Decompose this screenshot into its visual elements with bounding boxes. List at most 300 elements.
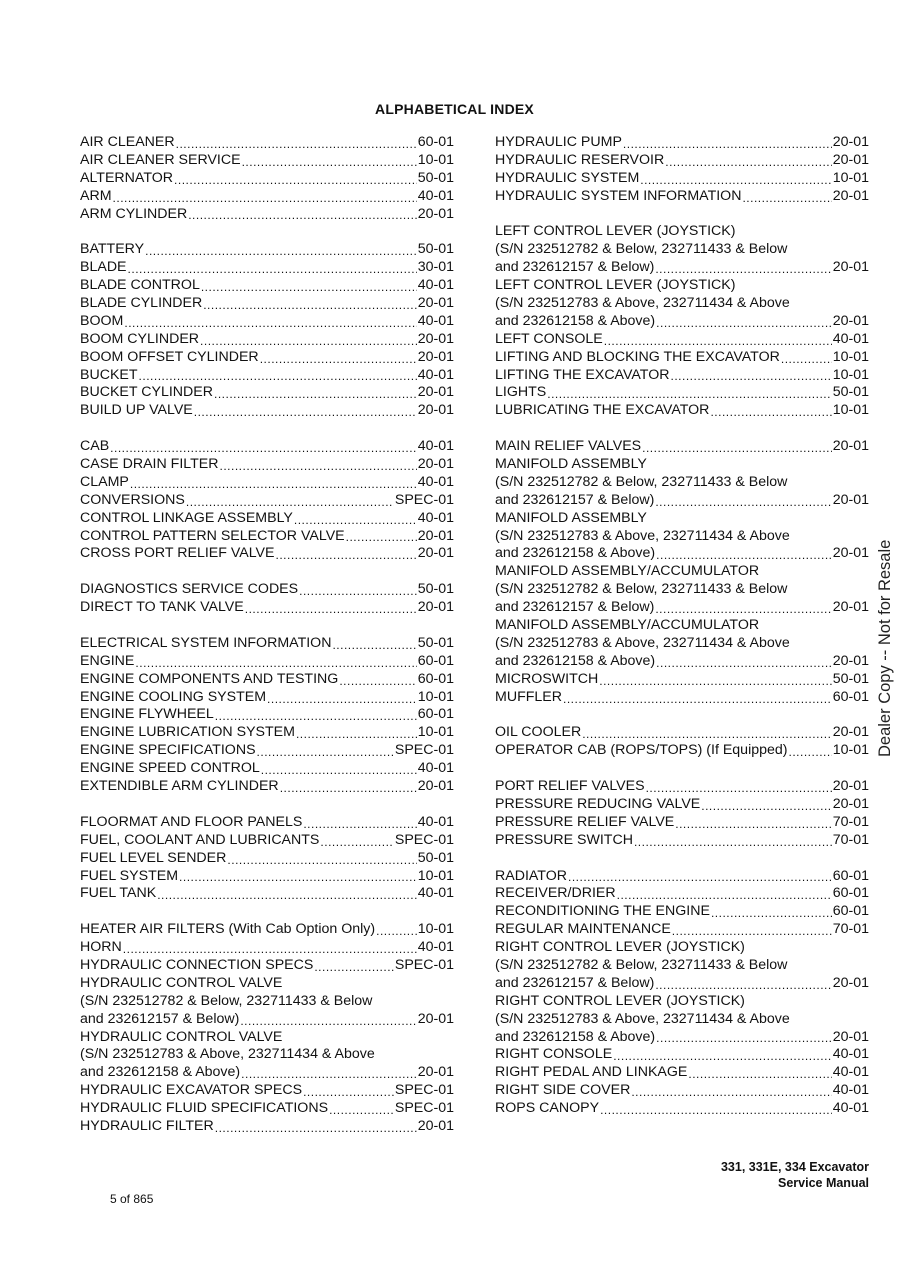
index-entry-page: 60-01 [832, 885, 869, 902]
index-entry-text: MANIFOLD ASSEMBLY [495, 456, 647, 473]
index-entry-text: (S/N 232512783 & Above, 232711434 & Above [495, 295, 790, 312]
dot-leader [701, 799, 831, 814]
index-entry-page: 10-01 [417, 724, 454, 741]
index-entry[interactable] [80, 814, 454, 832]
index-entry-title: FUEL SYSTEM [80, 867, 179, 884]
index-entry-title: BOOM OFFSET CYLINDER [80, 348, 259, 365]
index-entry-page: 20-01 [832, 151, 869, 168]
watermark: Dealer Copy -- Not for Resale [876, 539, 894, 757]
index-entry[interactable] [495, 796, 869, 814]
index-entry-page: 20-01 [832, 133, 869, 150]
index-entry-page: 20-01 [417, 384, 454, 401]
index-entry[interactable] [80, 581, 454, 599]
dot-leader [130, 477, 417, 492]
dot-leader [215, 1121, 417, 1136]
index-entry-page: 70-01 [832, 831, 869, 848]
index-entry[interactable] [80, 850, 454, 868]
index-entry-page: SPEC-01 [394, 956, 454, 973]
dot-leader [194, 405, 417, 420]
index-entry-page: 20-01 [832, 1028, 869, 1045]
index-entry-title: FUEL TANK [80, 885, 157, 902]
index-entry[interactable] [495, 814, 869, 832]
index-entry-page: 50-01 [417, 634, 454, 651]
index-entry[interactable] [495, 313, 869, 331]
dot-leader [296, 727, 417, 742]
index-entry-title: HYDRAULIC FLUID SPECIFICATIONS [80, 1100, 329, 1117]
index-entry[interactable] [495, 1029, 869, 1047]
section-spacer [80, 223, 454, 241]
dot-leader [789, 745, 832, 760]
dot-leader [346, 530, 417, 545]
dot-leader [203, 298, 416, 313]
index-entry[interactable] [80, 671, 454, 689]
index-entry[interactable] [80, 778, 454, 796]
index-entry-page: 60-01 [832, 688, 869, 705]
dot-leader [200, 334, 417, 349]
dot-leader [670, 369, 831, 384]
index-entry-text: LEFT CONTROL LEVER (JOYSTICK) [495, 277, 736, 294]
index-entry[interactable] [495, 742, 869, 760]
index-entry[interactable] [80, 474, 454, 492]
index-entry-title: PORT RELIEF VALVES [495, 778, 645, 795]
index-entry-page: 20-01 [832, 491, 869, 508]
index-entry-page: 20-01 [417, 1064, 454, 1081]
dot-leader [267, 692, 417, 707]
index-entry[interactable] [80, 868, 454, 886]
index-entry-page: 20-01 [832, 795, 869, 812]
index-entry[interactable] [495, 367, 869, 385]
dot-leader [604, 334, 832, 349]
index-entry-page: 10-01 [832, 169, 869, 186]
index-entry-title: HYDRAULIC EXCAVATOR SPECS [80, 1082, 303, 1099]
index-entry[interactable] [495, 778, 869, 796]
index-entry[interactable] [495, 492, 869, 510]
index-entry-page: 40-01 [417, 813, 454, 830]
index-entry-page: 70-01 [832, 921, 869, 938]
index-entry[interactable] [495, 868, 869, 886]
index-entry-title: OIL COOLER [495, 724, 582, 741]
index-entry-text: (S/N 232512782 & Below, 232711433 & Below [495, 241, 788, 258]
index-entry[interactable] [80, 545, 454, 563]
index-entry-title: RIGHT CONSOLE [495, 1046, 613, 1063]
index-entry-title: BLADE CONTROL [80, 277, 200, 294]
index-entry[interactable] [80, 402, 454, 420]
index-entry-text: RIGHT CONTROL LEVER (JOYSTICK) [495, 939, 745, 956]
index-entry[interactable] [495, 134, 869, 152]
index-entry-title: HYDRAULIC SYSTEM [495, 169, 640, 186]
index-entry-title: and 232612157 & Below) [80, 1010, 240, 1027]
index-entry[interactable] [80, 1118, 454, 1136]
index-entry-page: 20-01 [832, 187, 869, 204]
index-entry-page: 40-01 [832, 1046, 869, 1063]
index-entry-text: RIGHT CONTROL LEVER (JOYSTICK) [495, 992, 745, 1009]
index-entry[interactable] [80, 599, 454, 617]
index-entry-title: RECEIVER/DRIER [495, 885, 616, 902]
index-entry-title: and 232612158 & Above) [495, 312, 656, 329]
index-entry-page: 10-01 [417, 921, 454, 938]
index-entry[interactable] [80, 295, 454, 313]
section-spacer [80, 617, 454, 635]
index-entry[interactable] [80, 259, 454, 277]
index-entry[interactable] [495, 349, 869, 367]
dot-leader [214, 387, 417, 402]
index-entry-title: ENGINE SPECIFICATIONS [80, 742, 256, 759]
index-entry-page: 20-01 [417, 295, 454, 311]
index-entry[interactable] [495, 438, 869, 456]
index-entry-text: HYDRAULIC CONTROL VALVE [80, 974, 283, 991]
index-entry[interactable] [80, 313, 454, 331]
dot-leader [219, 459, 416, 474]
index-entry[interactable] [80, 921, 454, 939]
dot-leader [640, 173, 831, 188]
index-entry-title: BATTERY [80, 241, 145, 258]
index-entry-title: ENGINE COMPONENTS AND TESTING [80, 670, 339, 687]
index-entry-title: AIR CLEANER SERVICE [80, 151, 241, 168]
index-entry-title: ENGINE FLYWHEEL [80, 706, 214, 723]
index-entry-page: 20-01 [832, 724, 869, 741]
index-entry[interactable] [80, 957, 454, 975]
dot-leader [642, 441, 832, 456]
dot-leader [257, 745, 394, 760]
index-entry-title: HEATER AIR FILTERS (With Cab Option Only) [80, 921, 376, 938]
index-entry[interactable] [80, 1011, 454, 1029]
index-entry[interactable] [495, 599, 869, 617]
index-entry-page: 50-01 [417, 169, 454, 186]
section-spacer [495, 420, 869, 438]
index-column-right [495, 134, 869, 1118]
index-entry-page: 40-01 [417, 312, 454, 329]
dot-leader [656, 316, 832, 331]
index-entry-page: 50-01 [417, 241, 454, 258]
dot-leader [227, 853, 416, 868]
index-entry-title: BUCKET CYLINDER [80, 384, 213, 401]
index-entry-page: 40-01 [417, 366, 454, 383]
index-entry-title: LIGHTS [495, 384, 547, 401]
dot-leader [781, 352, 832, 367]
index-entry-title: LIFTING THE EXCAVATOR [495, 366, 670, 383]
dot-leader [623, 137, 832, 152]
dot-leader [656, 656, 832, 671]
index-entry[interactable] [495, 259, 869, 277]
dot-leader [157, 888, 416, 903]
index-entry[interactable] [80, 331, 454, 349]
index-entry-page: 40-01 [832, 1064, 869, 1081]
index-entry-page: 20-01 [832, 259, 869, 276]
dot-leader [568, 870, 832, 885]
index-entry-page: 20-01 [832, 778, 869, 795]
dot-leader [128, 262, 417, 277]
index-entry-title: HYDRAULIC PUMP [495, 133, 622, 150]
dot-leader [376, 924, 417, 939]
dot-leader [547, 387, 831, 402]
dot-leader [656, 1031, 832, 1046]
index-entry[interactable] [80, 384, 454, 402]
section-spacer [80, 796, 454, 814]
dot-leader [201, 280, 417, 295]
dot-leader [634, 835, 832, 850]
index-entry-title: FLOORMAT AND FLOOR PANELS [80, 813, 303, 830]
footer-title [721, 1159, 869, 1191]
dot-leader [320, 835, 393, 850]
index-entry-title: MAIN RELIEF VALVES [495, 438, 642, 455]
index-entry-text: LEFT CONTROL LEVER (JOYSTICK) [495, 223, 736, 240]
section-spacer [495, 760, 869, 778]
index-entry-text: MANIFOLD ASSEMBLY/ACCUMULATOR [495, 617, 760, 634]
dot-leader [188, 208, 416, 223]
dot-leader [582, 727, 832, 742]
index-entry[interactable] [80, 939, 454, 957]
dot-leader [617, 888, 832, 903]
index-entry-page: SPEC-01 [394, 831, 454, 848]
index-entry-page: SPEC-01 [394, 742, 454, 759]
index-entry-title: ENGINE [80, 652, 135, 669]
index-entry-title: ARM CYLINDER [80, 205, 188, 222]
index-entry-page: 40-01 [417, 277, 454, 294]
index-entry-title: CONTROL LINKAGE ASSEMBLY [80, 509, 293, 526]
index-entry-title: BUCKET [80, 366, 138, 383]
dot-leader [655, 495, 831, 510]
dot-leader [135, 656, 416, 671]
index-entry-title: ROPS CANOPY [495, 1100, 600, 1117]
index-entry[interactable] [495, 152, 869, 170]
index-entry-page: 30-01 [417, 259, 454, 276]
index-entry-title: BLADE CYLINDER [80, 295, 203, 311]
index-entry[interactable] [80, 367, 454, 385]
index-entry[interactable] [80, 188, 454, 206]
index-entry[interactable] [80, 1100, 454, 1118]
index-entry-page: 20-01 [417, 205, 454, 222]
dot-leader [655, 978, 831, 993]
index-entry-title: BLADE [80, 259, 127, 276]
dot-leader [241, 1067, 417, 1082]
index-entry-title: FUEL LEVEL SENDER [80, 849, 227, 866]
index-entry-title: and 232612157 & Below) [495, 599, 655, 616]
index-entry-title: BUILD UP VALVE [80, 402, 193, 419]
dot-leader [139, 369, 417, 384]
index-entry-title: HORN [80, 939, 122, 956]
section-spacer [495, 850, 869, 868]
dot-leader [124, 316, 416, 331]
index-entry[interactable] [80, 885, 454, 903]
dot-leader [280, 781, 417, 796]
index-entry-text: (S/N 232512783 & Above, 232711434 & Above [495, 1010, 790, 1027]
section-spacer [80, 903, 454, 921]
dot-leader [110, 441, 417, 456]
index-entry-title: and 232612158 & Above) [495, 1028, 656, 1045]
index-entry-title: CAB [80, 438, 110, 455]
index-entry[interactable] [495, 689, 869, 707]
index-entry[interactable] [495, 975, 869, 993]
index-entry-title: RIGHT PEDAL AND LINKAGE [495, 1064, 688, 1081]
index-entry-page: 60-01 [832, 903, 869, 920]
index-entry-title: HYDRAULIC SYSTEM INFORMATION [495, 187, 742, 204]
index-entry-text: (S/N 232512783 & Above, 232711434 & Above [80, 1046, 375, 1063]
index-entry[interactable] [80, 707, 454, 725]
index-entry[interactable] [80, 152, 454, 170]
section-spacer [80, 563, 454, 581]
index-entry[interactable] [80, 1064, 454, 1082]
dot-leader [329, 1103, 394, 1118]
index-entry-page: 20-01 [417, 456, 454, 473]
index-entry-page: 50-01 [832, 670, 869, 687]
index-entry-title: PRESSURE RELIEF VALVE [495, 813, 675, 830]
dot-leader [303, 1085, 394, 1100]
index-entry[interactable] [495, 671, 869, 689]
dot-leader [688, 1067, 831, 1082]
index-entry[interactable] [80, 277, 454, 295]
index-entry-title: FUEL, COOLANT AND LUBRICANTS [80, 831, 320, 848]
index-entry[interactable] [495, 724, 869, 742]
index-entry-title: LUBRICATING THE EXCAVATOR [495, 402, 710, 419]
index-entry[interactable] [80, 170, 454, 188]
dot-leader [631, 1085, 831, 1100]
index-entry[interactable] [80, 635, 454, 653]
index-entry[interactable] [495, 170, 869, 188]
index-entry-page: 40-01 [417, 939, 454, 956]
index-entry-page: 40-01 [417, 438, 454, 455]
index-entry-title: ARM [80, 187, 112, 204]
index-entry-title: BOOM [80, 312, 124, 329]
index-entry[interactable] [495, 331, 869, 349]
index-entry-title: CLAMP [80, 473, 129, 490]
index-entry-title: ENGINE LUBRICATION SYSTEM [80, 724, 295, 741]
index-entry-title: PRESSURE SWITCH [495, 831, 633, 848]
index-entry-title: ENGINE COOLING SYSTEM [80, 688, 267, 705]
index-entry[interactable] [80, 206, 454, 224]
index-entry-page: 50-01 [832, 384, 869, 401]
index-entry-title: ENGINE SPEED CONTROL [80, 760, 260, 777]
index-entry-page: 50-01 [417, 849, 454, 866]
index-entry[interactable] [80, 760, 454, 778]
index-entry[interactable] [495, 832, 869, 850]
index-entry-page: 40-01 [832, 1082, 869, 1099]
index-entry[interactable] [495, 384, 869, 402]
dot-leader [655, 602, 831, 617]
index-entry-page: 10-01 [832, 402, 869, 419]
index-entry-page: 60-01 [417, 652, 454, 669]
index-entry-title: and 232612158 & Above) [495, 652, 656, 669]
dot-leader [710, 405, 831, 420]
index-entry-title: ALTERNATOR [80, 169, 174, 186]
index-entry-page: 20-01 [832, 545, 869, 562]
dot-leader [260, 352, 417, 367]
index-entry-page: 20-01 [417, 599, 454, 616]
index-entry-title: and 232612158 & Above) [80, 1064, 241, 1081]
dot-leader [600, 1103, 832, 1118]
dot-leader [665, 155, 831, 170]
index-entry-page: SPEC-01 [394, 491, 454, 508]
index-entry-page: 20-01 [417, 348, 454, 365]
dot-leader [242, 155, 417, 170]
index-entry-title: RIGHT SIDE COVER [495, 1082, 631, 1099]
index-entry[interactable] [495, 903, 869, 921]
index-entry[interactable] [80, 456, 454, 474]
index-entry[interactable] [495, 545, 869, 563]
dot-leader [240, 1014, 416, 1029]
index-entry[interactable] [80, 832, 454, 850]
index-entry-page: 40-01 [417, 473, 454, 490]
index-entry-title: DIAGNOSTICS SERVICE CODES [80, 581, 299, 598]
index-entry[interactable] [495, 402, 869, 420]
index-entry-title: and 232612157 & Below) [495, 259, 655, 276]
dot-leader [261, 763, 417, 778]
index-entry[interactable] [495, 653, 869, 671]
index-entry[interactable] [80, 134, 454, 152]
index-entry[interactable] [80, 349, 454, 367]
index-entry-page: 20-01 [417, 1010, 454, 1027]
index-entry[interactable] [80, 241, 454, 259]
index-entry-page: 60-01 [832, 867, 869, 884]
index-entry[interactable] [495, 1046, 869, 1064]
index-entry-page: 10-01 [832, 348, 869, 365]
index-entry-page: 40-01 [417, 509, 454, 526]
index-entry[interactable] [495, 1100, 869, 1118]
index-entry[interactable] [80, 492, 454, 510]
index-entry-page: 70-01 [832, 813, 869, 830]
index-entry-page: 60-01 [417, 706, 454, 723]
index-entry-page: 20-01 [417, 330, 454, 347]
index-entry[interactable] [80, 653, 454, 671]
index-entry-title: and 232612157 & Below) [495, 491, 655, 508]
dot-leader [245, 602, 417, 617]
index-entry-title: OPERATOR CAB (ROPS/TOPS) (If Equipped) [495, 742, 788, 759]
index-entry-title: MICROSWITCH [495, 670, 599, 687]
dot-leader [186, 495, 394, 510]
page-number: 5 of 865 [110, 1192, 154, 1206]
index-entry[interactable] [80, 438, 454, 456]
index-entry[interactable] [80, 742, 454, 760]
index-entry-text: (S/N 232512782 & Below, 232711433 & Below [495, 581, 788, 598]
index-entry[interactable] [80, 510, 454, 528]
index-entry-page: 20-01 [417, 402, 454, 419]
index-entry-page: 40-01 [832, 330, 869, 347]
index-entry[interactable] [495, 885, 869, 903]
index-entry-page: 60-01 [417, 133, 454, 150]
index-entry-page: 10-01 [832, 742, 869, 759]
index-entry[interactable] [495, 1082, 869, 1100]
index-entry-text: MANIFOLD ASSEMBLY [495, 509, 647, 526]
index-entry[interactable] [495, 921, 869, 939]
model-name: 331, 331E, 334 Excavator [720, 1160, 869, 1174]
index-entry[interactable] [80, 1082, 454, 1100]
index-entry[interactable] [495, 188, 869, 206]
index-entry-title: and 232612157 & Below) [495, 974, 655, 991]
dot-leader [113, 191, 417, 206]
index-entry-page: 10-01 [832, 366, 869, 383]
index-entry-title: HYDRAULIC CONNECTION SPECS [80, 956, 314, 973]
dot-leader [742, 191, 831, 206]
index-entry[interactable] [80, 689, 454, 707]
dot-leader [613, 1049, 832, 1064]
dot-leader [174, 173, 417, 188]
dot-leader [672, 924, 832, 939]
index-entry[interactable] [80, 528, 454, 546]
manual-name: Service Manual [777, 1176, 869, 1190]
index-entry-page: SPEC-01 [394, 1082, 454, 1099]
index-entry[interactable] [80, 724, 454, 742]
index-entry-title: EXTENDIBLE ARM CYLINDER [80, 778, 279, 795]
index-entry-page: 60-01 [417, 670, 454, 687]
index-entry-title: MUFFLER [495, 688, 562, 705]
index-entry[interactable] [495, 1064, 869, 1082]
dot-leader [275, 548, 416, 563]
index-entry-text: (S/N 232512782 & Below, 232711433 & Below [80, 992, 373, 1009]
index-entry-page: 10-01 [417, 151, 454, 168]
index-entry-title: BOOM CYLINDER [80, 330, 200, 347]
index-entry-text: MANIFOLD ASSEMBLY/ACCUMULATOR [495, 563, 760, 580]
index-entry-title: CROSS PORT RELIEF VALVE [80, 545, 275, 562]
index-entry-page: 20-01 [832, 652, 869, 669]
